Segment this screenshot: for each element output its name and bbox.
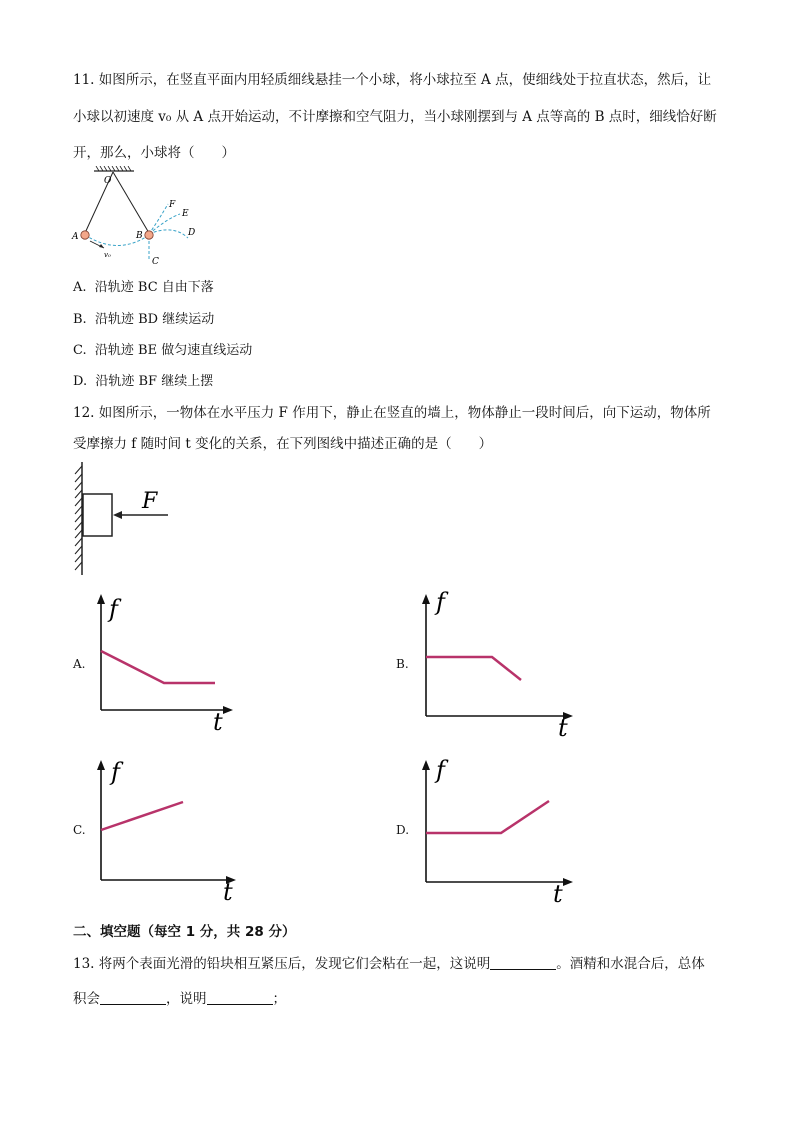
axis-t-a: t: [213, 708, 223, 735]
q11-line1: 11. 如图所示，在竖直平面内用轻质细线悬挂一个小球，将小球拉至 A 点，使细线处于拉直状态，然后，让: [73, 72, 712, 88]
q13-part5: ；: [272, 991, 286, 1007]
label-C: C: [152, 257, 159, 267]
q13-line1: [73, 952, 705, 972]
block: [83, 494, 112, 536]
option-b-label: B.: [73, 312, 87, 327]
label-A: A: [72, 232, 79, 242]
axis-f-d: f: [436, 756, 445, 784]
axis-f-a: f: [109, 595, 118, 623]
section-title: 二、填空题（每空 1 分，共 28 分）: [73, 924, 296, 940]
q13-line2: [73, 987, 286, 1007]
pendulum-figure: [68, 166, 208, 268]
label-E: E: [182, 209, 189, 219]
axis-t-b: t: [558, 714, 568, 740]
option-d-label: D.: [73, 374, 88, 389]
blank-3[interactable]: [207, 990, 273, 1005]
force-label: F: [142, 489, 158, 514]
graph-d-label[interactable]: D.: [396, 823, 410, 837]
axis-f-c: f: [111, 758, 120, 786]
blank-2[interactable]: [100, 990, 166, 1005]
label-D: D: [188, 228, 196, 238]
q13-part4: ，说明: [166, 991, 207, 1007]
option-b-text: 沿轨迹 BD 继续运动: [94, 312, 215, 327]
label-F: F: [169, 200, 176, 210]
q13-part3: 积会: [73, 991, 100, 1007]
graph-b-label[interactable]: B.: [396, 657, 409, 671]
graph-a-label[interactable]: A.: [73, 657, 86, 671]
wall-force-figure: [70, 460, 180, 580]
axis-t-d: t: [553, 880, 563, 906]
option-c-text: 沿轨迹 BE 做匀速直线运动: [94, 343, 253, 358]
q11-line2: 小球以初速度 v₀ 从 A 点开始运动，不计摩擦和空气阻力，当小球刚摆到与 A 点等高的 B 点时，细线恰好断: [73, 109, 717, 125]
q12-line1: 12. 如图所示，一物体在水平压力 F 作用下，静止在竖直的墙上，物体静止一段时间后，向下运动，物体所: [73, 405, 711, 421]
option-d-text: 沿轨迹 BF 继续上摆: [95, 374, 214, 389]
option-c-label: C.: [73, 343, 87, 358]
option-a-label: A.: [73, 280, 87, 295]
graph-a: [95, 590, 245, 735]
graph-c: [95, 756, 245, 901]
blank-1[interactable]: [490, 955, 556, 970]
q13-part2: 。酒精和水混合后，总体: [556, 956, 705, 972]
option-a-text: 沿轨迹 BC 自由下落: [94, 280, 214, 295]
q13-part1: 13. 将两个表面光滑的铅块相互紧压后，发现它们会粘在一起，这说明: [73, 956, 491, 972]
graph-d: [420, 756, 580, 906]
label-v0: v₀: [104, 251, 111, 259]
q11-option-a[interactable]: [73, 276, 214, 295]
label-B: B: [136, 231, 143, 241]
q11-option-b[interactable]: [73, 308, 214, 327]
graph-c-label[interactable]: C.: [73, 823, 86, 837]
q11-line3: 开，那么，小球将（ ）: [73, 145, 235, 161]
q12-line2: 受摩擦力 f 随时间 t 变化的关系，在下列图线中描述正确的是（ ）: [73, 436, 493, 452]
q11-option-d[interactable]: [73, 370, 213, 389]
label-O: O: [104, 176, 112, 186]
q11-option-c[interactable]: [73, 339, 252, 358]
axis-t-c: t: [223, 878, 233, 901]
axis-f-b: f: [436, 590, 445, 616]
graph-b: [420, 590, 580, 740]
